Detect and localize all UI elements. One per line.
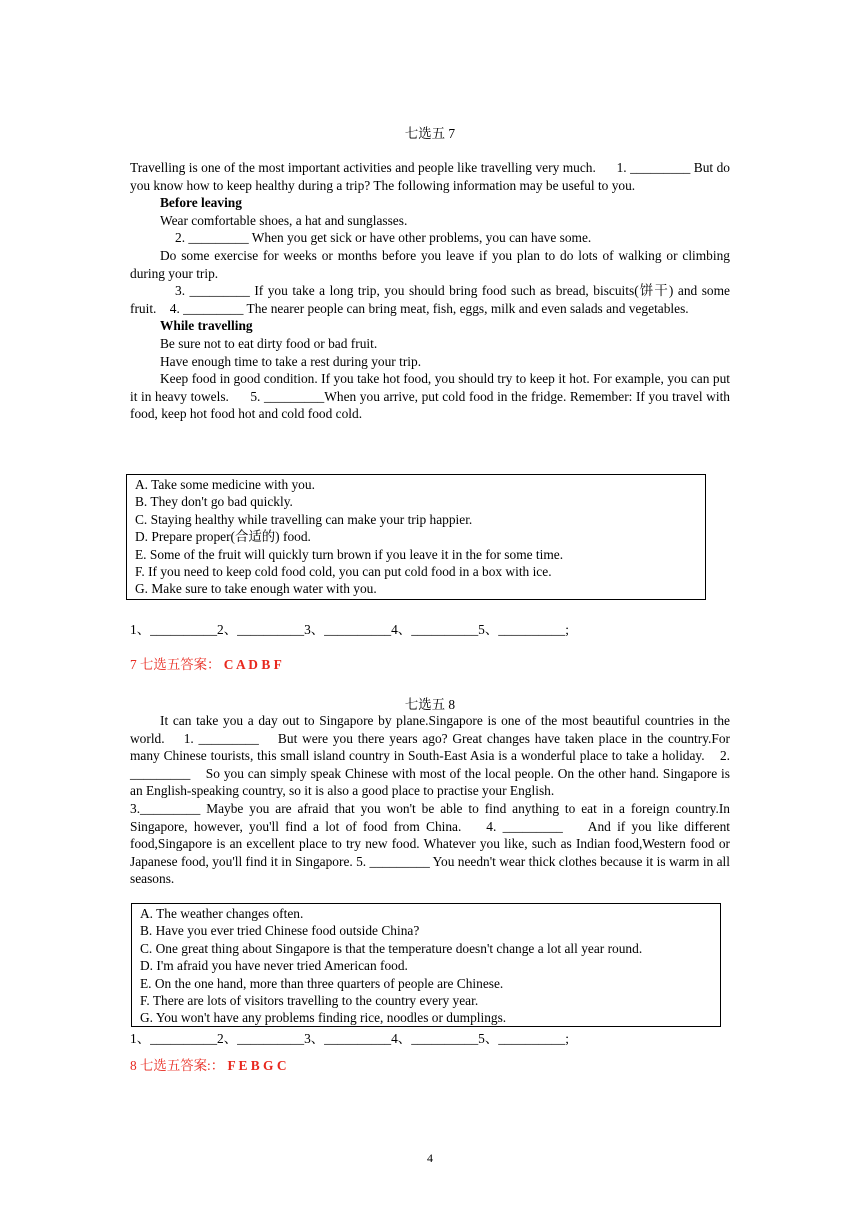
option-c: C. One great thing about Singapore is that the temperature doesn't change a lot all year round. bbox=[140, 940, 643, 956]
answer-label: 7 七选五答案： bbox=[130, 657, 221, 672]
section-8-passage bbox=[130, 712, 730, 888]
subheading-while-travelling: While travelling bbox=[160, 318, 253, 334]
section-7-options-box bbox=[126, 474, 706, 600]
passage-paragraph: It can take you a day out to Singapore by plane.Singapore is one of the most beautiful countries in the world. 1. _________ But were you there years ago? Great changes have taken place in the country.For many Chinese tourists, this small island country in South-East Asia is a wonderful place to take a holiday. 2. _________ So you can simply speak Chinese with most of the local people. On the other hand. Singapore is an English-speaking country, so it is also a good place to practise your English. bbox=[130, 713, 730, 799]
section-8-options-box bbox=[131, 903, 721, 1027]
passage-paragraph: 3. _________ If you take a long trip, you should bring food such as bread, biscuits(饼干) and some fruit. 4. _________ The nearer people can bring meat, fish, eggs, milk and even salads and vegetables. bbox=[130, 283, 730, 316]
option-b: B. Have you ever tried Chinese food outside China? bbox=[140, 923, 420, 939]
passage-paragraph: 2. _________ When you get sick or have other problems, you can have some. bbox=[175, 230, 592, 246]
option-e: E. Some of the fruit will quickly turn brown if you leave it in the for some time. bbox=[135, 546, 564, 562]
passage-paragraph: Wear comfortable shoes, a hat and sunglasses. bbox=[160, 212, 408, 228]
subheading-before-leaving: Before leaving bbox=[160, 195, 242, 211]
option-a: A. Take some medicine with you. bbox=[135, 477, 315, 492]
option-d: D. Prepare proper(合适的) food. bbox=[135, 529, 311, 545]
option-e: E. On the one hand, more than three quarters of people are Chinese. bbox=[140, 975, 504, 991]
passage-paragraph: Keep food in good condition. If you take hot food, you should try to keep it hot. For example, you can put it in heavy towels. 5. _________When you arrive, put cold food in the fridge. Remember: If you travel with food, keep hot food hot and cold food cold. bbox=[130, 371, 730, 422]
section-8-answer-blanks: 1、__________2、__________3、__________4、__________5、__________; bbox=[130, 1031, 569, 1046]
option-a: A. The weather changes often. bbox=[140, 906, 304, 921]
section-8-answer bbox=[130, 1057, 287, 1074]
option-d: D. I'm afraid you have never tried American food. bbox=[140, 958, 408, 974]
section-7-passage bbox=[130, 159, 730, 423]
option-g: G. You won't have any problems finding rice, noodles or dumplings. bbox=[140, 1010, 507, 1026]
passage-paragraph: Be sure not to eat dirty food or bad fruit. bbox=[160, 335, 378, 351]
passage-paragraph: Have enough time to take a rest during your trip. bbox=[160, 353, 422, 369]
answer-letters: C A D B F bbox=[223, 657, 282, 672]
answer-letters: F E B G C bbox=[227, 1058, 287, 1073]
section-7-answer-blanks: 1、__________2、__________3、__________4、__________5、__________; bbox=[130, 622, 569, 637]
option-c: C. Staying healthy while travelling can make your trip happier. bbox=[135, 511, 473, 527]
option-b: B. They don't go bad quickly. bbox=[135, 494, 293, 510]
passage-paragraph: Do some exercise for weeks or months before you leave if you plan to do lots of walking or climbing during your trip. bbox=[130, 247, 730, 281]
page-number: 4 bbox=[427, 1151, 433, 1165]
passage-paragraph: Travelling is one of the most important activities and people like travelling very much. 1. _________ But do you know how to keep healthy during a trip? The following information may be useful to you. bbox=[130, 160, 730, 193]
option-f: F. There are lots of visitors travelling to the country every year. bbox=[140, 993, 479, 1009]
answer-label: 8 七选五答案:： bbox=[130, 1058, 225, 1073]
section-8-title: 七选五 8 bbox=[404, 697, 456, 712]
section-7-title: 七选五 7 bbox=[404, 126, 456, 141]
option-f: F. If you need to keep cold food cold, you can put cold food in a box with ice. bbox=[135, 564, 552, 580]
option-g: G. Make sure to take enough water with you. bbox=[135, 581, 377, 597]
passage-paragraph: 3._________ Maybe you are afraid that you won't be able to find anything to eat in a foreign country.In Singapore, however, you'll find a lot of food from China. 4. _________ And if you like different food,Singapore is an excellent place to try new food. Whatever you like, such as Indian food,Western food or Japanese food, you'll find it in Singapore. 5. _________ You needn't wear thick clothes because it is warm in all seasons. bbox=[130, 800, 730, 887]
section-7-answer bbox=[130, 656, 282, 673]
